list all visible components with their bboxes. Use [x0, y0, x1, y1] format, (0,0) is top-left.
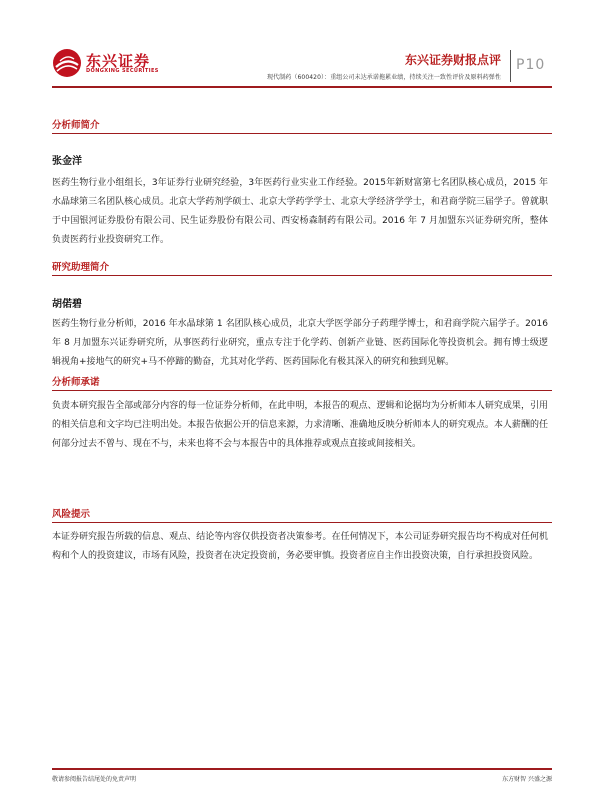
risk-text: 本证券研究报告所载的信息、观点、结论等内容仅供投资者决策参考。在任何情况下，本公司证券研究报告均不构成对任何机构和个人的投资建议，市场有风险，投资者在决定投资前，务必要审慎。投资者应自主作出投资决策，自行承担投资风险。 — [52, 532, 548, 561]
analyst-name: 张金洋 — [52, 156, 82, 167]
logo-subtext: DONGXING SECURITIES — [86, 68, 159, 74]
assistant-name: 胡偌碧 — [52, 299, 82, 310]
section-title: 风险提示 — [52, 509, 91, 520]
page-header — [0, 0, 596, 96]
section-title: 分析师简介 — [52, 120, 100, 131]
header-divider — [510, 50, 511, 82]
footer-disclaimer: 敬请参阅报告结尾处的免责声明 — [52, 776, 137, 783]
logo-text: 东兴证券 — [86, 52, 151, 70]
section-rule — [52, 522, 552, 523]
logo-mark-icon — [52, 48, 82, 78]
header-rule — [52, 86, 552, 88]
section-rule — [52, 390, 552, 391]
section-title: 分析师承诺 — [52, 377, 100, 388]
company-logo — [52, 48, 172, 78]
assistant-bio: 医药生物行业分析师，2016 年水晶球第 1 名团队核心成员，北京大学医学部分子药理学博士，和君商学院六届学子。2016 年 8 月加盟东兴证券研究所，从事医药行业研究，重点专注于化学药、创新产业链、医药国际化等投资机会。拥有博士级逻辑视角+接地气的研究+马不停蹄的勤奋，尤其对化学药、医药国际化有极其深入的研究和独到见解。 — [52, 319, 548, 367]
section-rule — [52, 275, 552, 276]
report-description: 现代制药（600420）：重组公司未达承诺拖累业绩，持续关注一致性评价及原料药弹性 — [266, 74, 501, 81]
footer-slogan: 东方财智 兴盛之源 — [502, 776, 552, 783]
section-rule — [52, 133, 552, 134]
section-risk-header — [52, 506, 552, 520]
section-analyst-header — [52, 117, 552, 131]
page-number: P10 — [516, 57, 546, 73]
footer-rule — [52, 768, 552, 770]
commitment-text: 负责本研究报告全部或部分内容的每一位证券分析师，在此申明，本报告的观点、逻辑和论据均为分析师本人研究成果，引用的相关信息和文字均已注明出处。本报告依据公开的信息来源，力求清晰、准确地反映分析师本人的研究观点。本人薪酬的任何部分过去不曾与、现在不与，未来也将不会与本报告中的具体推荐或观点直接或间接相关。 — [52, 401, 548, 449]
report-type: 东兴证券财报点评 — [404, 53, 501, 67]
section-title: 研究助理简介 — [52, 262, 110, 273]
section-commitment-header — [52, 374, 552, 388]
section-assistant-header — [52, 259, 552, 273]
analyst-bio: 医药生物行业小组组长，3年证券行业研究经验，3年医药行业实业工作经验。2015年新财富第七名团队核心成员，2015 年水晶球第三名团队核心成员。北京大学药剂学硕士、北京大学药学学士、北京大学经济学学士，和君商学院三届学子。曾就职于中国银河证券股份有限公司、民生证券股份有限公司、西安杨森制药有限公司。2016 年 7 月加盟东兴证券研究所，整体负责医药行业投资研究工作。 — [52, 178, 548, 245]
